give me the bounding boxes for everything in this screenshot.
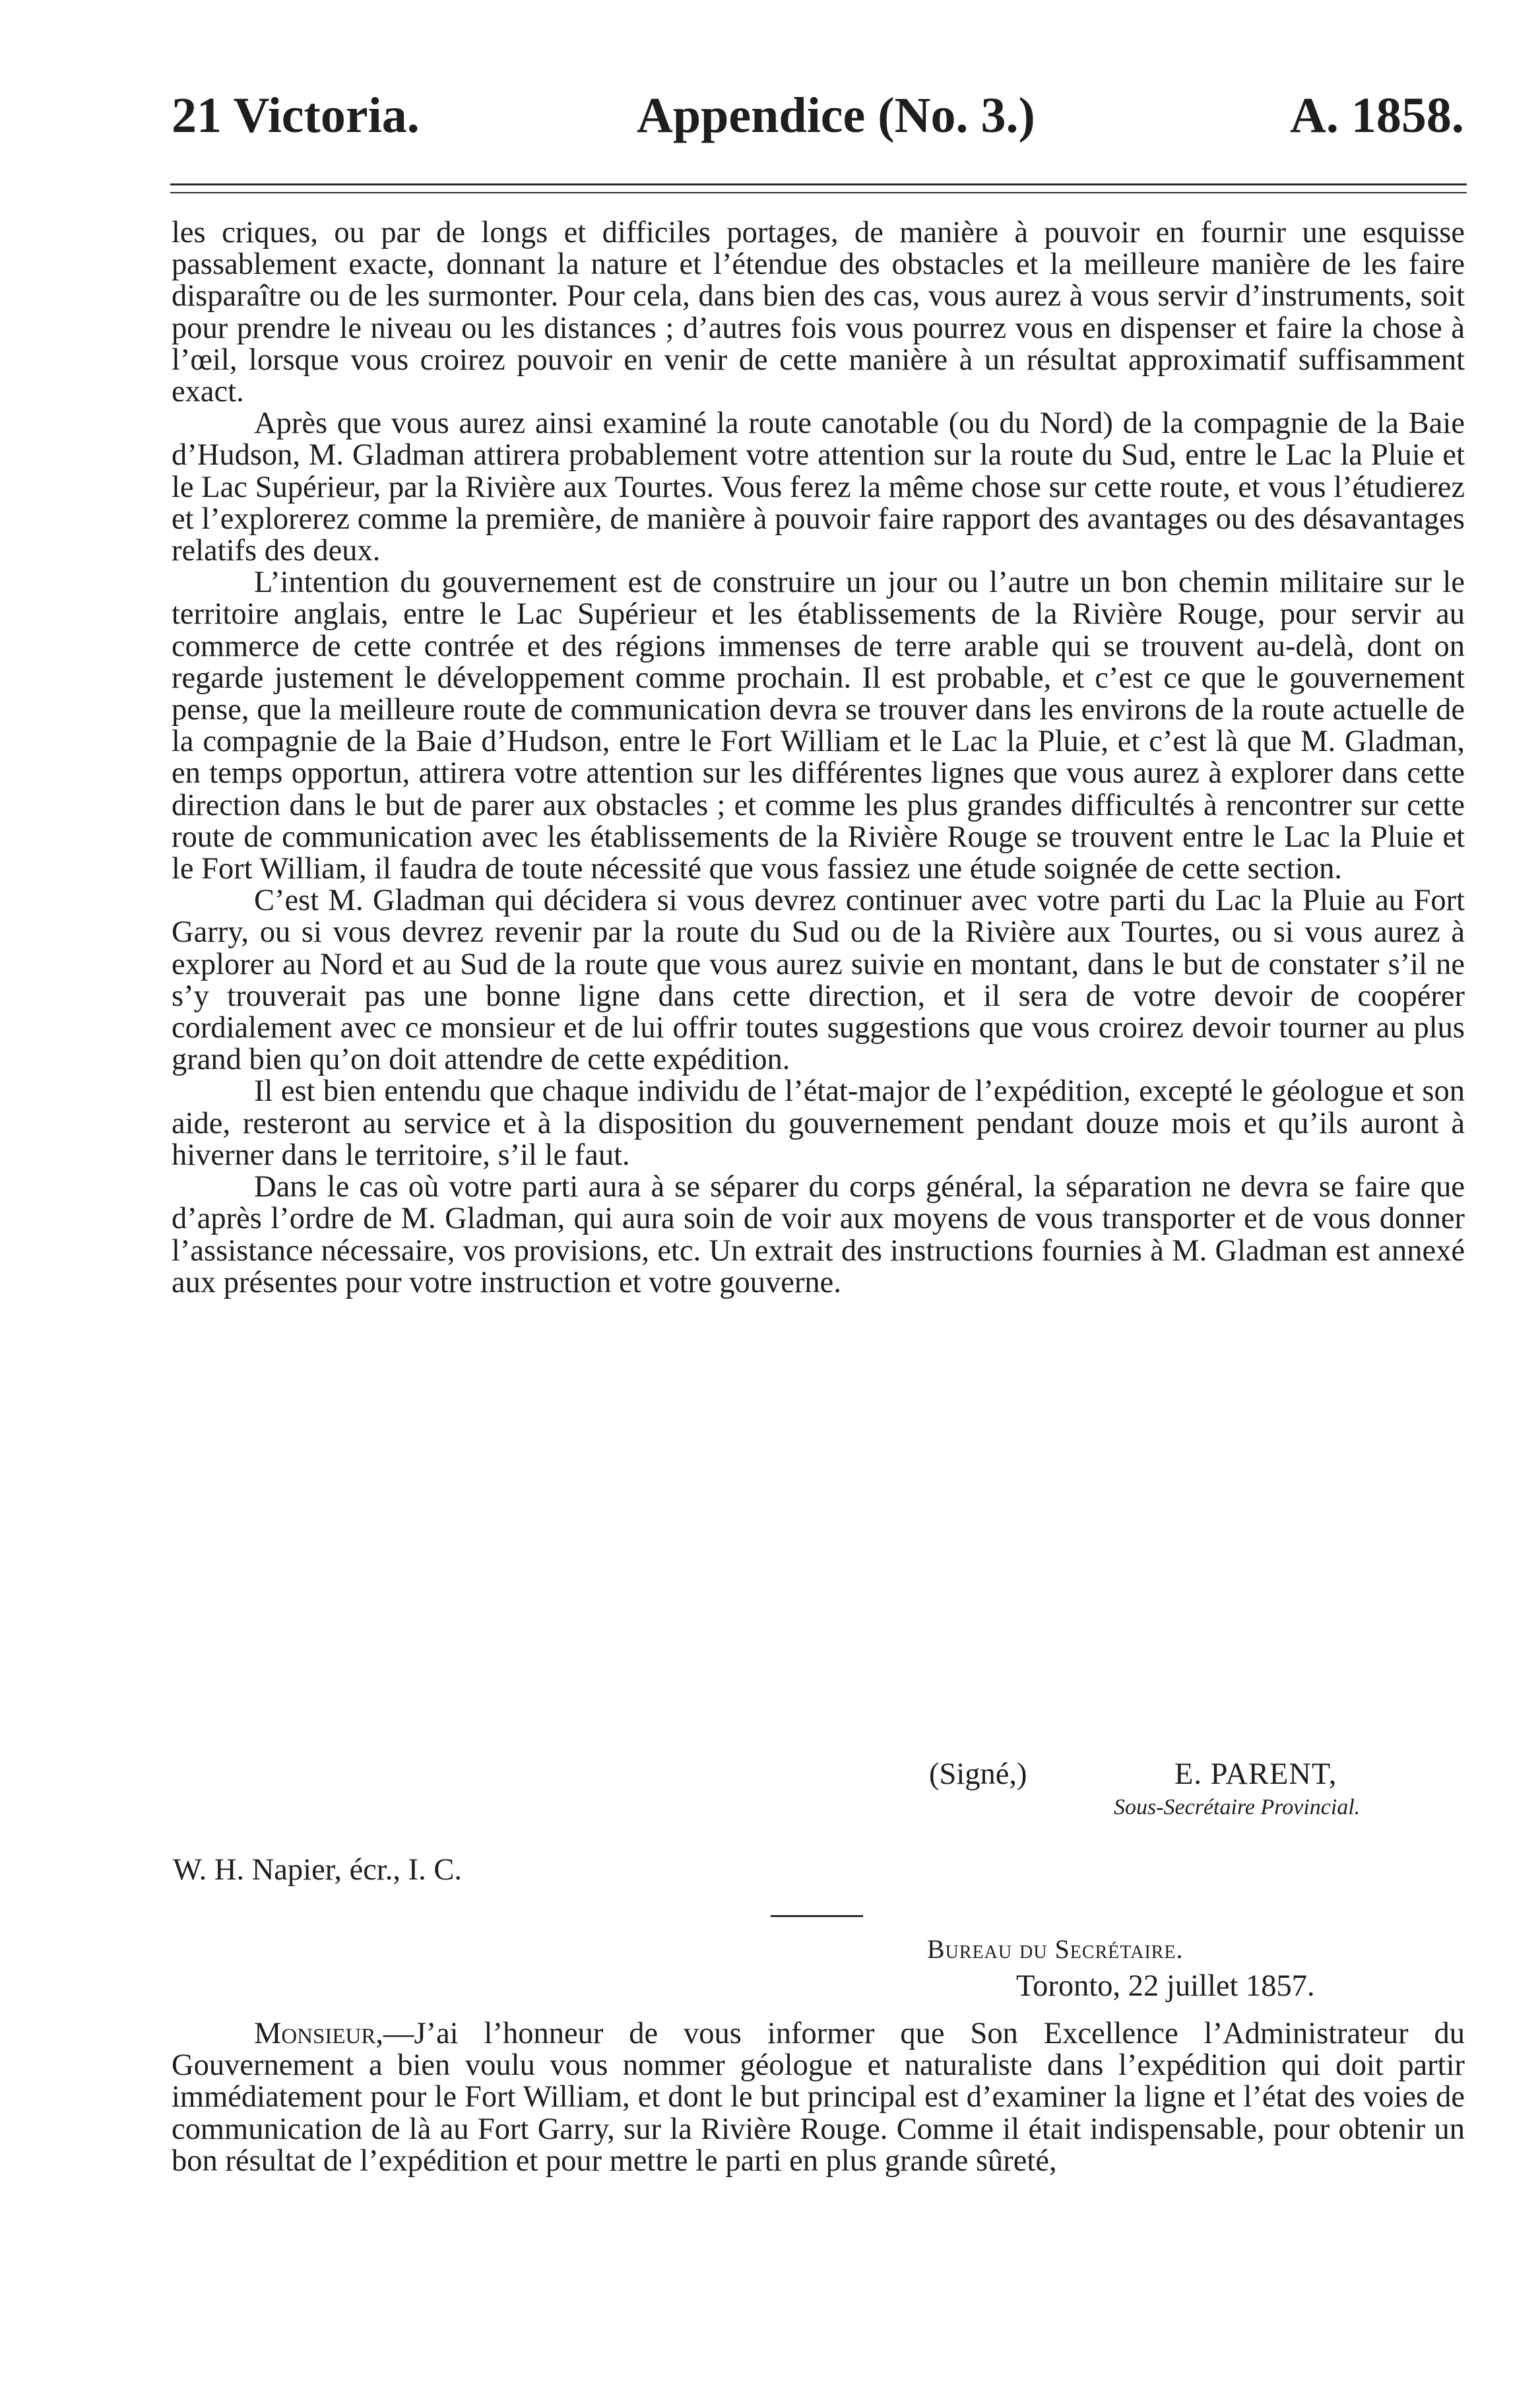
- paragraph: Il est bien entendu que chaque individu de l’état-major de l’expédition, excepté le géologue et son aide, resteront au service et à la disposition du gouvernement pendant douze mois et qu’ils auront à hiverner dans le territoire, s’il le faut.: [172, 1074, 1465, 1172]
- header-rule-thin: [170, 192, 1467, 193]
- section-divider: [771, 1915, 863, 1917]
- paragraph: C’est M. Gladman qui décidera si vous devrez continuer avec votre parti du Lac la Pluie au Fort Garry, ou si vous devrez revenir par la route du Sud ou de la Rivière aux Tourtes, ou si vous aurez à explorer au Nord et au Sud de la route que vous aurez suivie en montant, dans le but de constater s’il ne s’y trouverait pas une bonne ligne dans cette direction, et il sera de votre devoir de coopérer cordialement avec ce monsieur et de lui offrir toutes suggestions que vous croirez devoir tourner au plus grand bien qu’on doit attendre de cette expédition.: [172, 884, 1465, 1077]
- signer-title: Sous-Secrétaire Provincial.: [1114, 1795, 1361, 1819]
- paragraph: Dans le cas où votre parti aura à se séparer du corps général, la séparation ne devra se faire que d’après l’ordre de M. Gladman, qui aura soin de voir aux moyens de vous transporter et de vous donner l’assistance nécessaire, vos provisions, etc. Un extrait des instructions fournies à M. Gladman est annexé aux présentes pour votre instruction et votre gouverne.: [172, 1170, 1465, 1299]
- dateline: Toronto, 22 juillet 1857.: [1016, 1969, 1315, 2003]
- opening-text: —J’ai l’honneur de vous informer que Son Excellence l’Administrateur du Gouvernement a bien voulu vous nommer géologue et naturaliste dans l’expédition qui doit partir immédiatement pour le Fort William, et dont le but principal est d’examiner la ligne et l’état des voies de communication de là au Fort Garry, sur la Rivière Rouge. Comme il était indispensable, pour obtenir un bon résultat de l’expédition et pour mettre le parti en plus grande sûreté,: [172, 2017, 1465, 2178]
- office-heading: Bureau du Secrétaire.: [927, 1934, 1184, 1964]
- signature-block: [929, 1757, 1470, 1849]
- header-rule-thick: [170, 183, 1467, 185]
- header-year: A. 1858.: [1290, 88, 1464, 143]
- letter-body: [172, 217, 1465, 1299]
- addressee: W. H. Napier, écr., I. C.: [173, 1853, 463, 1887]
- paragraph: L’intention du gouvernement est de construire un jour ou l’autre un bon chemin militaire sur le territoire anglais, entre le Lac Supérieur et les établissements de la Rivière Rouge, pour servir au commerce de cette contrée et des régions immenses de terre arable qui se trouvent au-delà, dont on regarde justement le développement comme prochain. Il est probable, et c’est ce que le gouvernement pense, que la meilleure route de communication devra se trouver dans les environs de la route actuelle de la compagnie de la Baie d’Hudson, entre le Fort William et le Lac la Pluie, et c’est là que M. Gladman, en temps opportun, attirera votre attention sur les différentes lignes que vous aurez à explorer dans cette direction dans le but de parer aux obstacles ; et comme les plus grandes difficultés à rencontrer sur cette route de communication avec les établissements de la Rivière Rouge se trouvent entre le Lac la Pluie et le Fort William, il faudra de toute nécessité que vous fassiez une étude soignée de cette section.: [172, 566, 1465, 886]
- header-session: 21 Victoria.: [172, 88, 420, 143]
- paragraph-continuation: les criques, ou par de longs et difficiles portages, de manière à pouvoir en fournir une esquisse passablement exacte, donnant la nature et l’étendue des obstacles et la meilleure manière de les faire disparaître ou de les surmonter. Pour cela, dans bien des cas, vous aurez à vous servir d’instruments, soit pour prendre le niveau ou les distances ; d’autres fois vous pourrez vous en dispenser et faire la chose à l’œil, lorsque vous croirez pouvoir en venir de cette manière à un résultat approximatif suffisamment exact.: [172, 216, 1465, 409]
- signer-name: E. PARENT,: [1174, 1757, 1337, 1791]
- salutation: Monsieur,: [254, 2017, 383, 2050]
- second-letter-body: [172, 2018, 1465, 2177]
- page-header: [0, 87, 1540, 160]
- header-appendix: Appendice (No. 3.): [637, 88, 1035, 143]
- opening-paragraph: [172, 2018, 1465, 2177]
- signed-label: (Signé,): [929, 1757, 1027, 1791]
- paragraph: Après que vous aurez ainsi examiné la route canotable (ou du Nord) de la compagnie de la Baie d’Hudson, M. Gladman attirera probablement votre attention sur la route du Sud, entre le Lac la Pluie et le Lac Supérieur, par la Rivière aux Tourtes. Vous ferez la même chose sur cette route, et vous l’étudierez et l’explorerez comme la première, de manière à pouvoir faire rapport des avantages ou des désavantages relatifs des deux.: [172, 407, 1465, 568]
